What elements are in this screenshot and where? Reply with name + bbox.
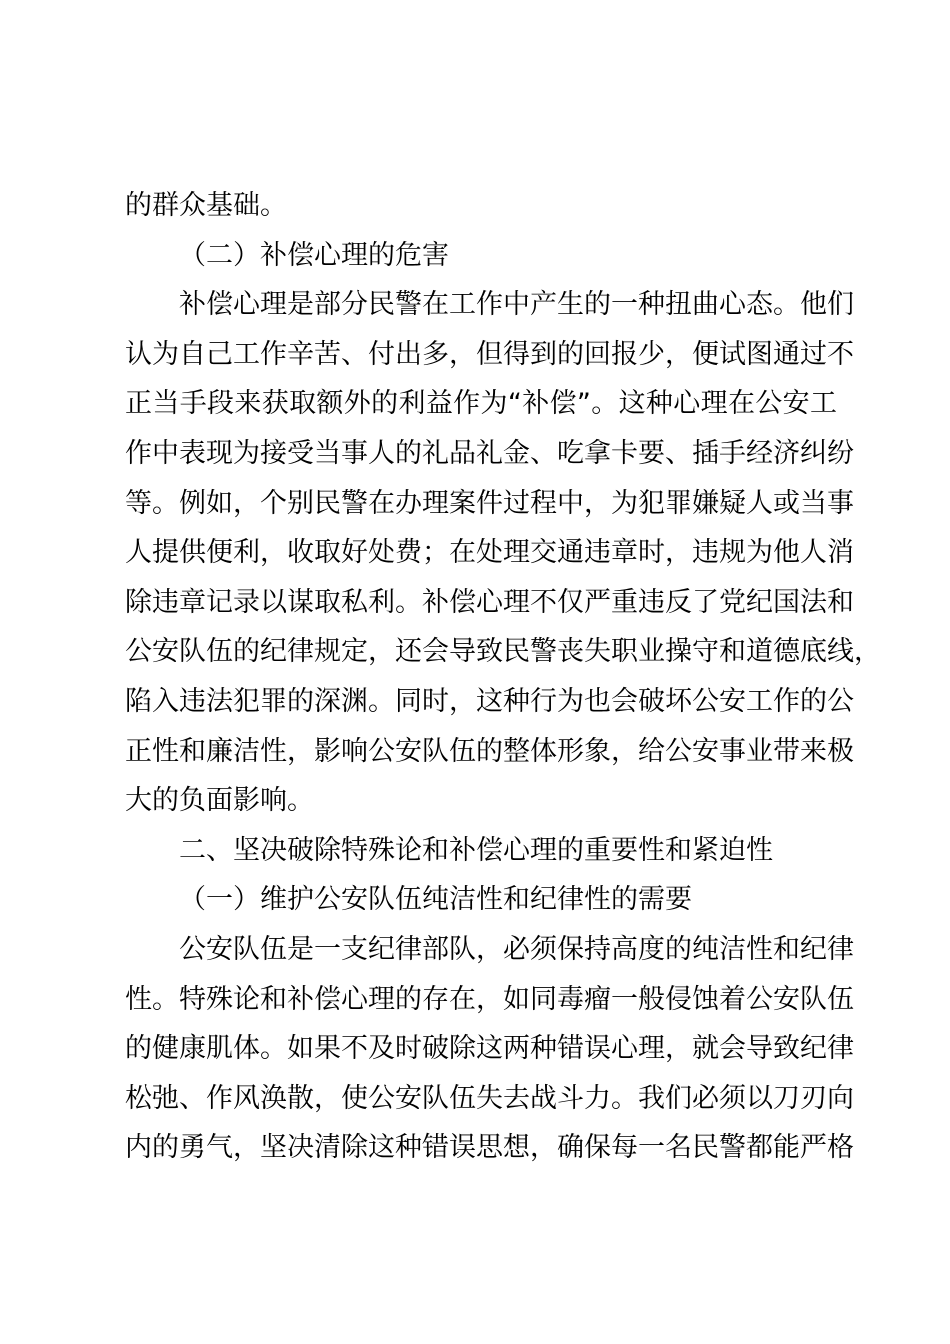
- paragraph-line: 陷入违法犯罪的深渊。同时，这种行为也会破坏公安工作的公: [125, 685, 854, 717]
- paragraph-end-line: 大的负面影响。: [125, 785, 314, 817]
- section-heading-2-2: （二）补偿心理的危害: [179, 239, 449, 271]
- paragraph-line: 作中表现为接受当事人的礼品礼金、吃拿卡要、插手经济纠纷: [125, 437, 854, 469]
- document-body: [125, 181, 881, 1173]
- section-heading-2: 二、坚决破除特殊论和补偿心理的重要性和紧迫性: [179, 834, 773, 866]
- paragraph-line: 除违章记录以谋取私利。补偿心理不仅严重违反了党纪国法和: [125, 586, 854, 618]
- paragraph-line: 的健康肌体。如果不及时破除这两种错误心理，就会导致纪律: [125, 1033, 854, 1065]
- paragraph-line: 人提供便利，收取好处费；在处理交通违章时，违规为他人消: [125, 537, 854, 569]
- paragraph-line: 等。例如，个别民警在办理案件过程中，为犯罪嫌疑人或当事: [125, 487, 854, 519]
- section-heading-2-1: （一）维护公安队伍纯洁性和纪律性的需要: [179, 884, 692, 916]
- paragraph-line: 正性和廉洁性，影响公安队伍的整体形象，给公安事业带来极: [125, 735, 854, 767]
- paragraph-line: 内的勇气，坚决清除这种错误思想，确保每一名民警都能严格: [125, 1132, 854, 1164]
- paragraph-line: 公安队伍是一支纪律部队，必须保持高度的纯洁性和纪律: [179, 933, 854, 965]
- paragraph-line: 正当手段来获取额外的利益作为“补偿”。这种心理在公安工: [125, 388, 837, 420]
- paragraph-line: 认为自己工作辛苦、付出多，但得到的回报少，便试图通过不: [125, 338, 854, 370]
- paragraph-line: 公安队伍的纪律规定，还会导致民警丧失职业操守和道德底线，: [125, 636, 881, 668]
- paragraph-line: 松弛、作风涣散，使公安队伍失去战斗力。我们必须以刀刃向: [125, 1082, 854, 1114]
- paragraph-end-line: 的群众基础。: [125, 190, 287, 221]
- paragraph-line: 性。特殊论和补偿心理的存在，如同毒瘤一般侵蚀着公安队伍: [125, 983, 854, 1015]
- paragraph-line: 补偿心理是部分民警在工作中产生的一种扭曲心态。他们: [179, 289, 854, 321]
